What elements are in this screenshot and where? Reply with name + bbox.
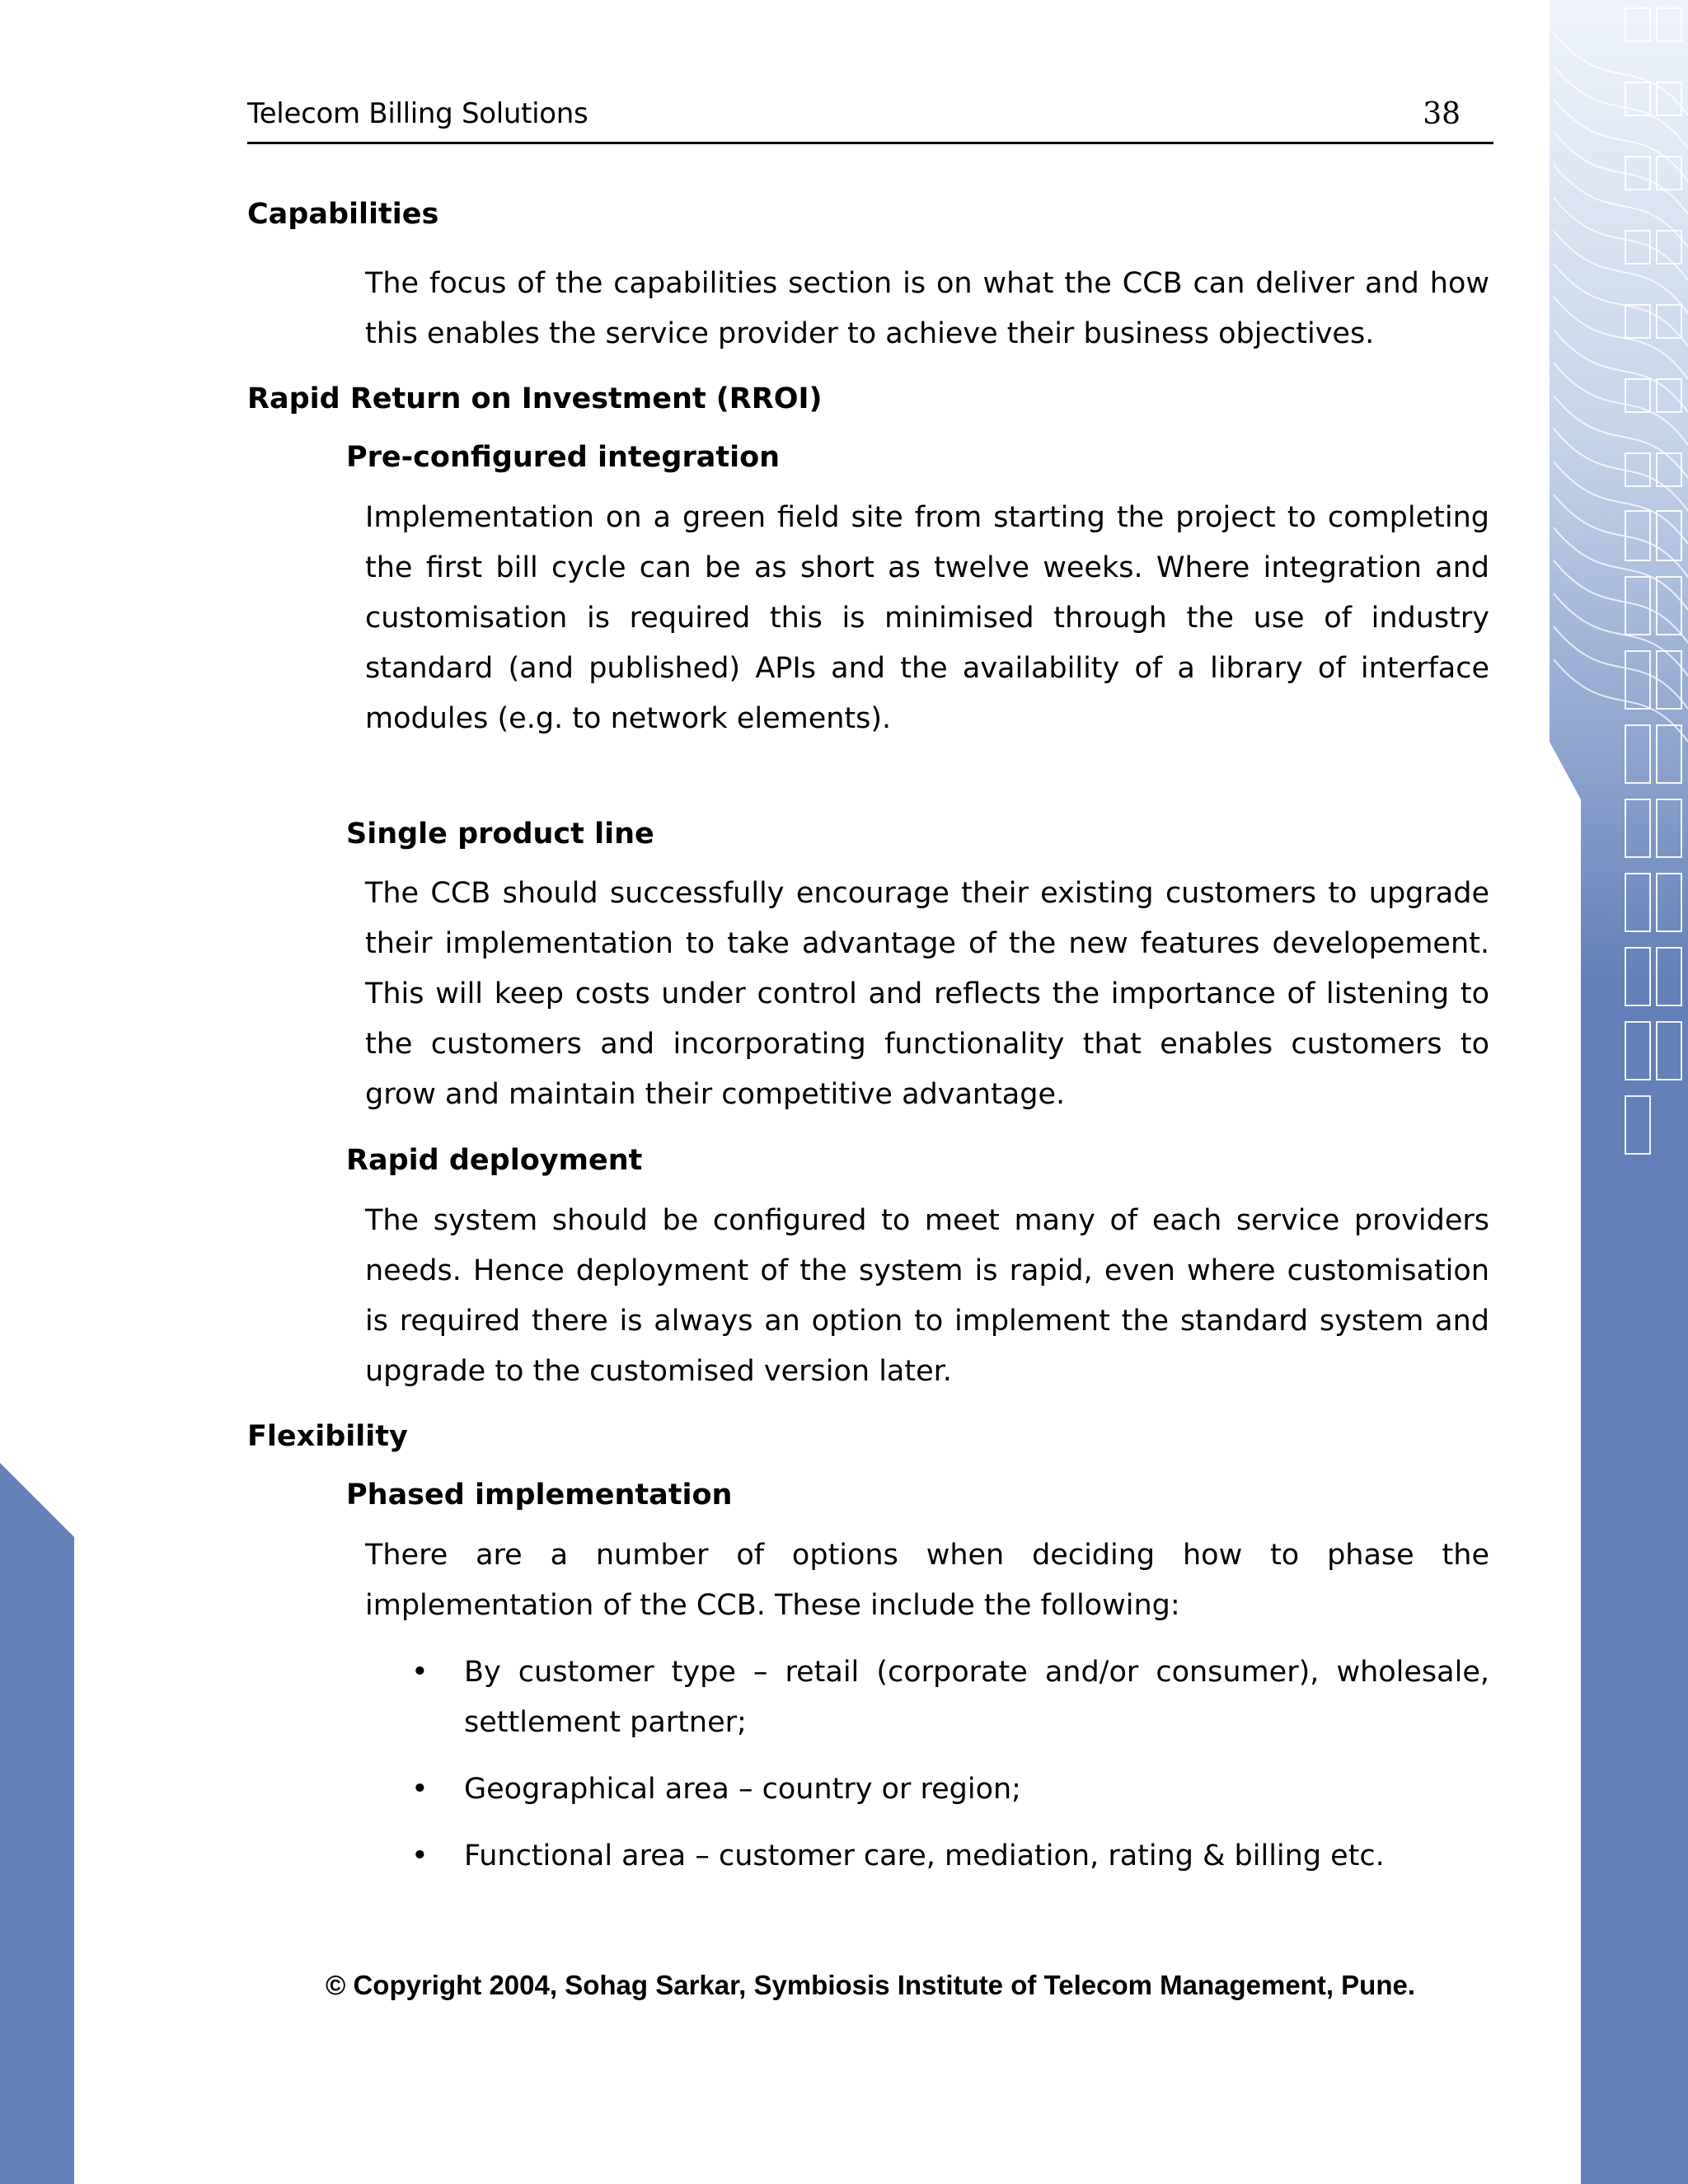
copyright-footer: © Copyright 2004, Sohag Sarkar, Symbiosis Institute of Telecom Management, Pune. — [325, 1970, 1416, 2000]
heading-preconfigured-integration: Pre-configured integration — [346, 441, 781, 474]
bullet-icon: • — [411, 1773, 429, 1806]
heading-rroi: Rapid Return on Investment (RROI) — [247, 382, 823, 415]
single-product-line-text: The CCB should successfully encourage their existing customers to upgrade their implementation to take advantage of the new features developement. This will keep costs under control and reflects the importance of listening to the customers and incorporating functionality that enables customers to grow and maintain their competitive advantage. — [365, 877, 1489, 1111]
capabilities-intro: The focus of the capabilities section is on what the CCB can deliver and how this enables the service provider to achieve their business objectives. — [365, 267, 1489, 350]
heading-single-product-line: Single product line — [346, 818, 654, 851]
list-item-text: Functional area – customer care, mediation, rating & billing etc. — [464, 1840, 1385, 1872]
header-title: Telecom Billing Solutions — [247, 97, 588, 130]
heading-flexibility: Flexibility — [247, 1420, 408, 1453]
list-item — [365, 1765, 1489, 1815]
list-item — [365, 1647, 1489, 1748]
rapid-deployment-text: The system should be configured to meet many of each service providers needs. Hence deployment of the system is rapid, even where customisation is required there is always an option to implement the standard system and upgrade to the customised version later. — [365, 1204, 1489, 1388]
phased-implementation-text: There are a number of options when deciding how to phase the implementation of the CCB. These include the following: — [365, 1539, 1489, 1622]
bullet-icon: • — [411, 1840, 429, 1872]
phasing-options-list — [365, 1647, 1489, 1898]
running-header — [247, 92, 1493, 144]
list-item-text: Geographical area – country or region; — [464, 1773, 1021, 1806]
heading-phased-implementation: Phased implementation — [346, 1479, 733, 1511]
heading-rapid-deployment: Rapid deployment — [346, 1144, 643, 1177]
list-item-text: By customer type – retail (corporate and/or consumer), wholesale, settlement partner; — [464, 1656, 1489, 1739]
page-number: 38 — [1423, 97, 1461, 131]
list-item — [365, 1831, 1489, 1882]
bullet-icon: • — [411, 1656, 429, 1689]
preconfigured-integration-text: Implementation on a green field site from starting the project to completing the first bill cycle can be as short as twelve weeks. Where integration and customisation is required this is minimised through the use of industry standard (and published) APIs and the availability of a library of interface modules (e.g. to network elements). — [365, 501, 1489, 735]
heading-capabilities: Capabilities — [247, 198, 439, 231]
